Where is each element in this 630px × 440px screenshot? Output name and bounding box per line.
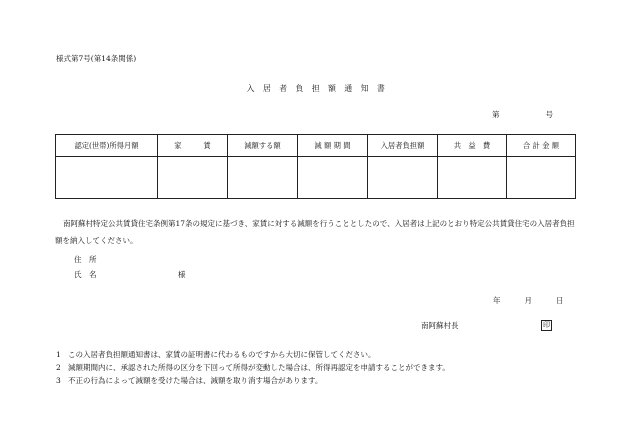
date-line: [493, 297, 564, 305]
notice-paragraph: 南阿蘇村特定公共賃貸住宅条例第17条の規定に基づき、家賃に対する減額を行うこととしたので、入居者は上記のとおり特定公共賃貸住宅の入居者負担額を納入してください。: [55, 219, 575, 245]
note-text: 減額期間内に、承認された所得の区分を下回って所得が変動した場合は、所得再認定を申請することができます。: [68, 363, 450, 372]
cell-reduction-period: [298, 157, 368, 199]
column-header-income: 認定(世帯)所得月額: [56, 135, 158, 157]
issuer-name: 南阿蘇村長: [421, 321, 459, 330]
table-header-row: [56, 135, 576, 157]
cell-rent: [158, 157, 228, 199]
honorific: 様: [178, 270, 186, 279]
column-header-tenant-burden: 入居者負担額: [368, 135, 438, 157]
column-header-reduction-amount: 減額する額: [228, 135, 298, 157]
month-label: 月: [524, 296, 532, 305]
number-prefix: 第: [492, 110, 500, 119]
form-number: 様式第7号(第14条関係): [56, 54, 137, 63]
document-title: 入居者負担額通知書: [246, 84, 394, 93]
table-row: [56, 157, 576, 199]
cell-income: [56, 157, 158, 199]
column-header-rent: 家 賃: [158, 135, 228, 157]
note-text: この入居者負担額通知書は、家賃の証明書に代わるものですから大切に保管してください。: [68, 350, 376, 359]
cell-reduction-amount: [228, 157, 298, 199]
list-item: [56, 348, 450, 361]
cell-total: [507, 157, 576, 199]
address-label: 住 所: [74, 255, 97, 264]
note-number: 3: [56, 376, 61, 385]
note-number: 1: [56, 350, 61, 359]
name-row: [74, 271, 194, 279]
year-label: 年: [493, 296, 501, 305]
day-label: 日: [556, 296, 564, 305]
column-header-reduction-period: 減 額 期 間: [298, 135, 368, 157]
number-suffix: 号: [545, 110, 553, 119]
seal-mark: 印: [543, 321, 550, 329]
list-item: [56, 374, 450, 387]
cell-common-fee: [438, 157, 507, 199]
name-label: 氏 名: [74, 270, 97, 279]
cell-tenant-burden: [368, 157, 438, 199]
column-header-total: 合 計 金 額: [507, 135, 576, 157]
notes-list: [56, 348, 450, 387]
document-number: [492, 111, 553, 119]
list-item: [56, 361, 450, 374]
amount-table: [55, 134, 576, 199]
column-header-common-fee: 共 益 費: [438, 135, 507, 157]
note-number: 2: [56, 363, 61, 372]
note-text: 不正の行為によって減額を受けた場合は、減額を取り消す場合があります。: [68, 376, 323, 385]
